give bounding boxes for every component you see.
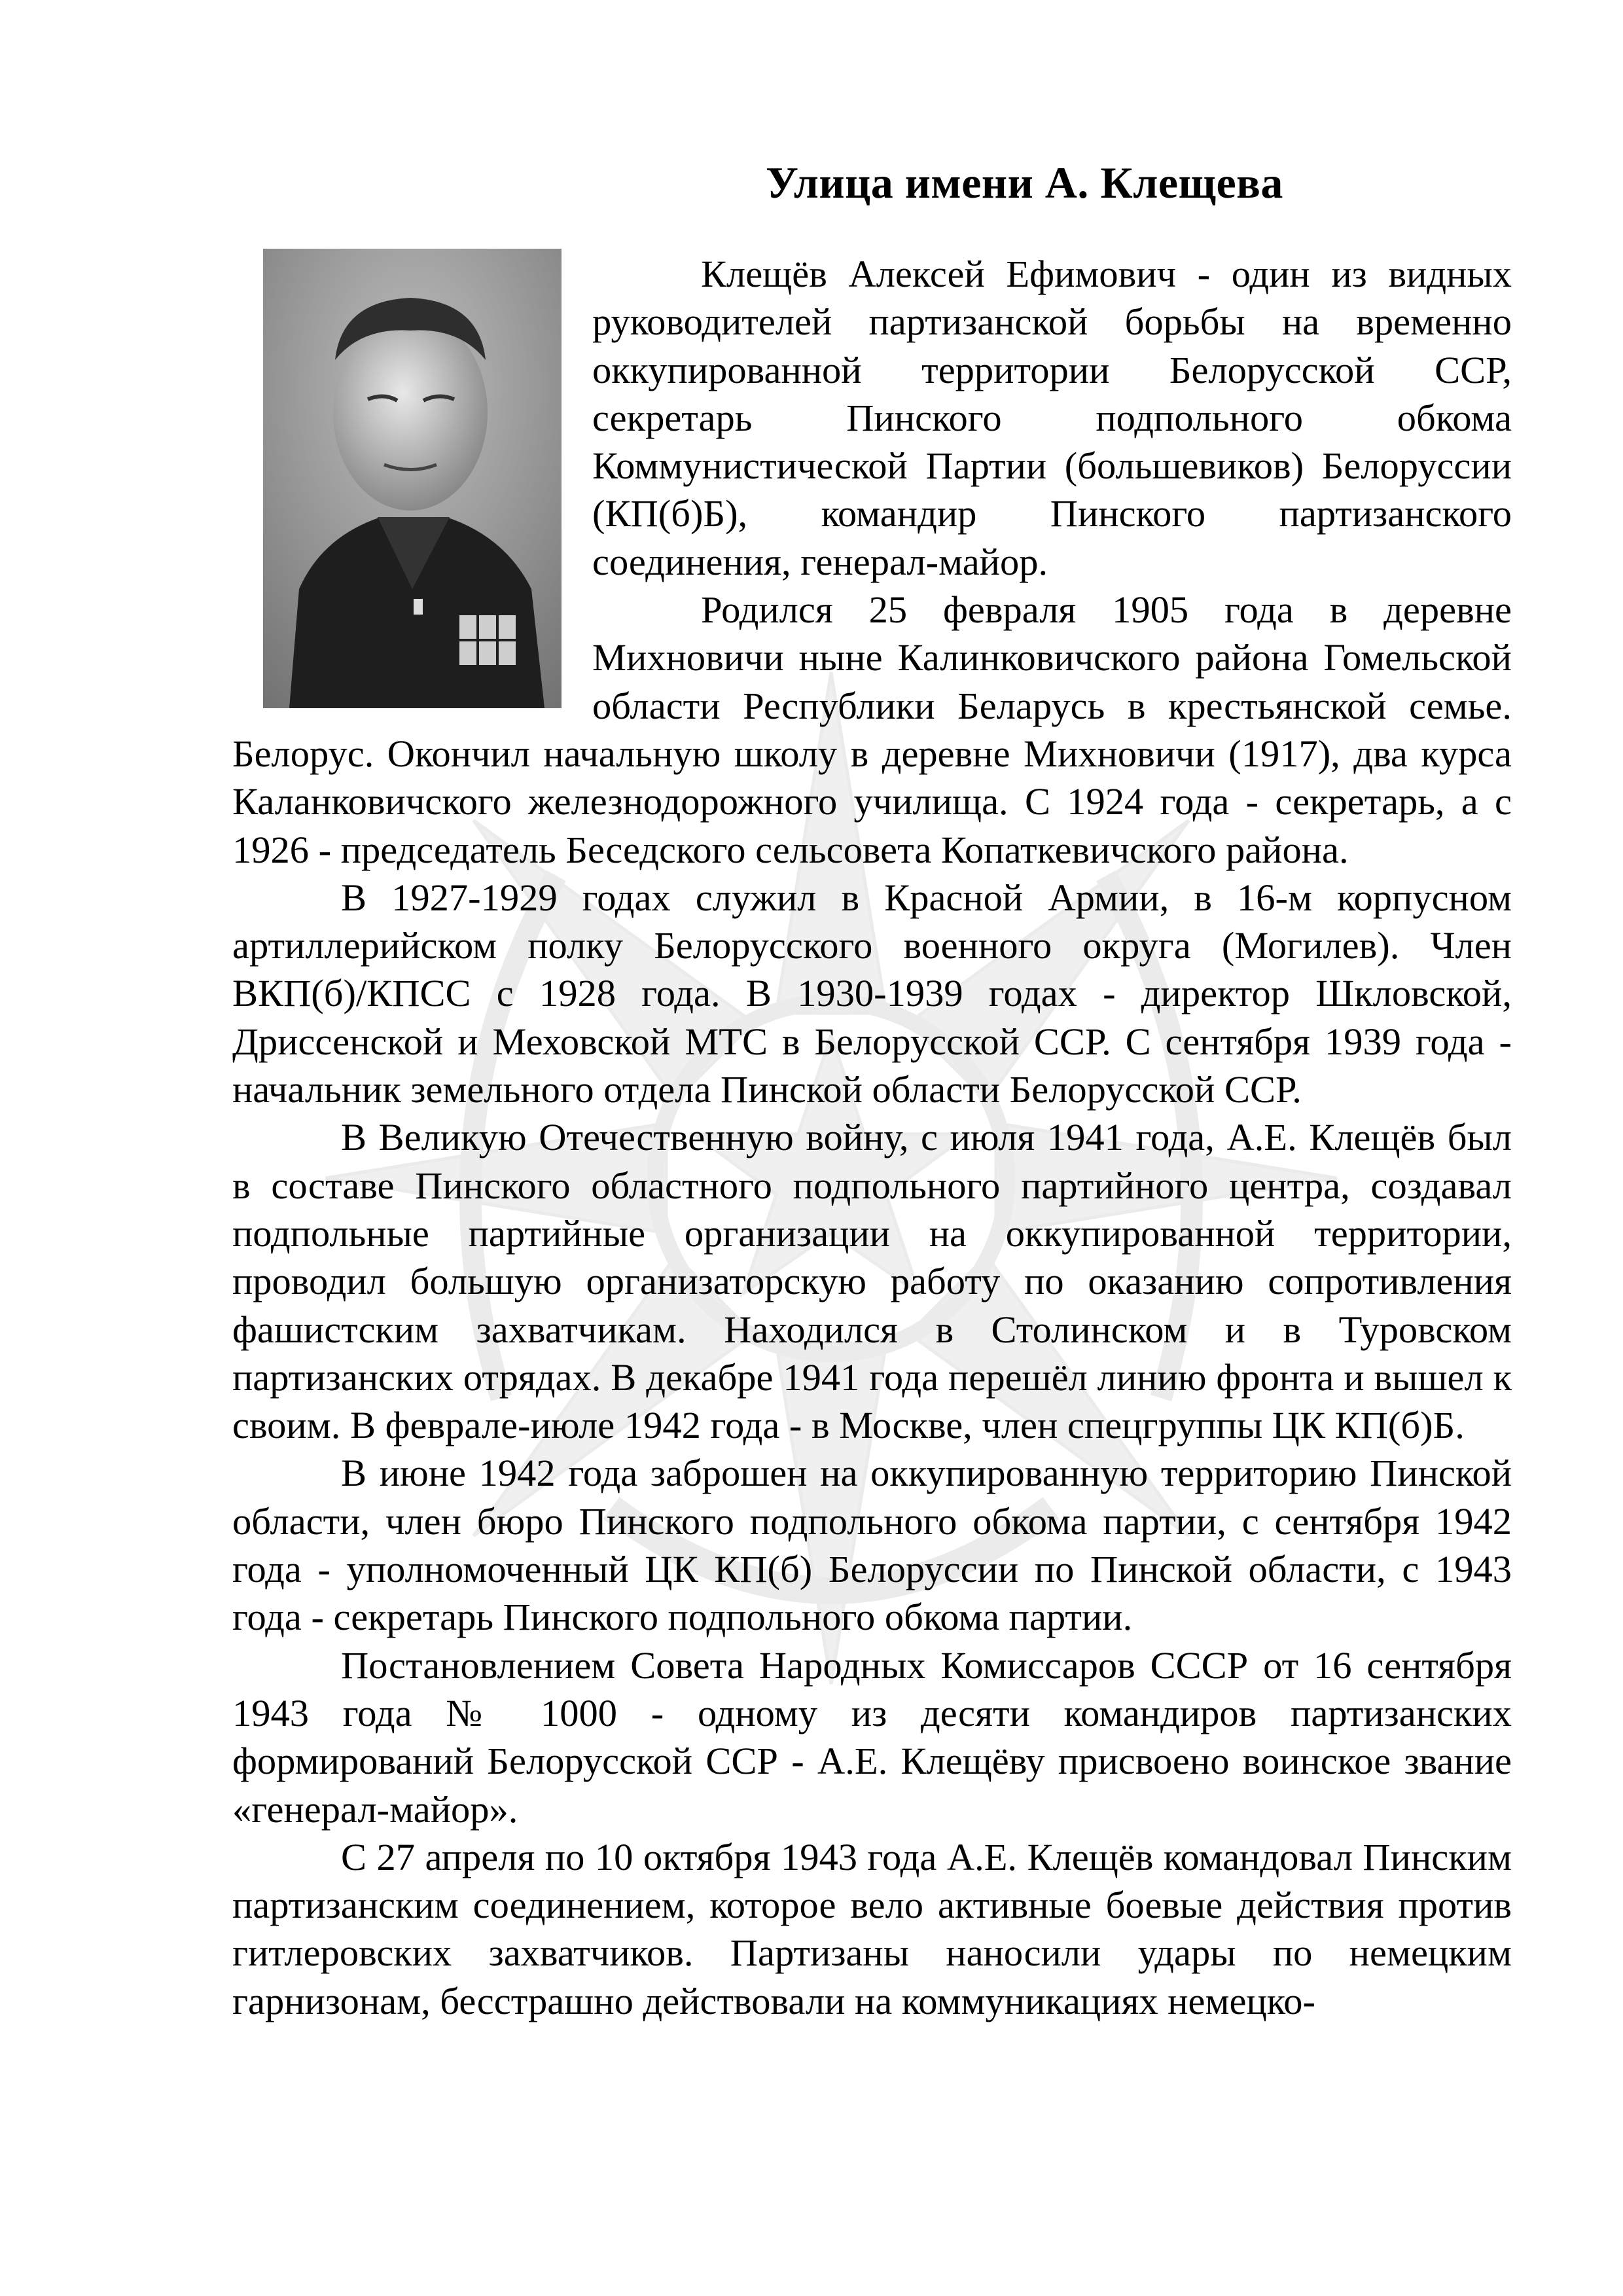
photo-spacer — [232, 250, 592, 729]
page-title: Улица имени А. Клещева — [766, 158, 1283, 207]
paragraph: Постановлением Совета Народных Комиссаров СССР от 16 сентября 1943 года № 1000 - одному из десяти командиров партизанских формирований Белорусской ССР - А.Е. Клещёву присвоено воинское звание «генерал-майор». — [232, 1643, 1512, 1831]
paragraph: В 1927-1929 годах служил в Красной Армии, в 16-м корпусном артиллерийском полку Белорусского военного округа (Могилев). Член ВКП(б)/КПСС с 1928 года. В 1930-1939 годах - директор Шкловской, Дриссенской и Меховской МТС в Белорусской ССР. С сентября 1939 года - начальник земельного отдела Пинской области Белорусской ССР. — [232, 876, 1512, 1111]
paragraph: С 27 апреля по 10 октября 1943 года А.Е. Клещёв командовал Пинским партизанским соединением, которое вело активные боевые действия против гитлеровских захватчиков. Партизаны наносили удары по немецким гарнизонам, бесстрашно действовали на коммуникациях немецко- — [232, 1835, 1512, 2022]
paragraph: Родился 25 февраля 1905 года в деревне Михновичи ныне Калинковичского района Гомельской области Республики Беларусь в крестьянской семье. Белорус. Окончил начальную школу в деревне Михновичи (1917), два курса Каланковичского железнодорожного училища. С 1924 года - секретарь, а с 1926 - председатель Беседского сельсовета Копаткевичского района. — [232, 588, 1512, 871]
article-body — [232, 250, 1512, 2025]
paragraph: В июне 1942 года заброшен на оккупированную территорию Пинской области, член бюро Пинского подпольного обкома партии, с сентября 1942 года - уполномоченный ЦК КП(б) Белоруссии по Пинской области, с 1943 года - секретарь Пинского подпольного обкома партии. — [232, 1452, 1512, 1639]
paragraph: В Великую Отечественную войну, с июля 1941 года, А.Е. Клещёв был в составе Пинского областного подпольного партийного центра, создавал подпольные партийные организации на оккупированной территории, проводил большую организаторскую работу по оказанию сопротивления фашистским захватчикам. Находился в Столинском и в Туровском партизанских отрядах. В декабре 1941 года перешёл линию фронта и вышел к своим. В феврале-июле 1942 года - в Москве, член спецгруппы ЦК КП(б)Б. — [232, 1116, 1512, 1447]
paragraph: Клещёв Алексей Ефимович - один из видных руководителей партизанской борьбы на временно оккупированной территории Белорусской ССР, секретарь Пинского подпольного обкома Коммунистической Партии (большевиков) Белоруссии (КП(б)Б), командир Пинского партизанского соединения, генерал-майор. — [592, 253, 1512, 583]
